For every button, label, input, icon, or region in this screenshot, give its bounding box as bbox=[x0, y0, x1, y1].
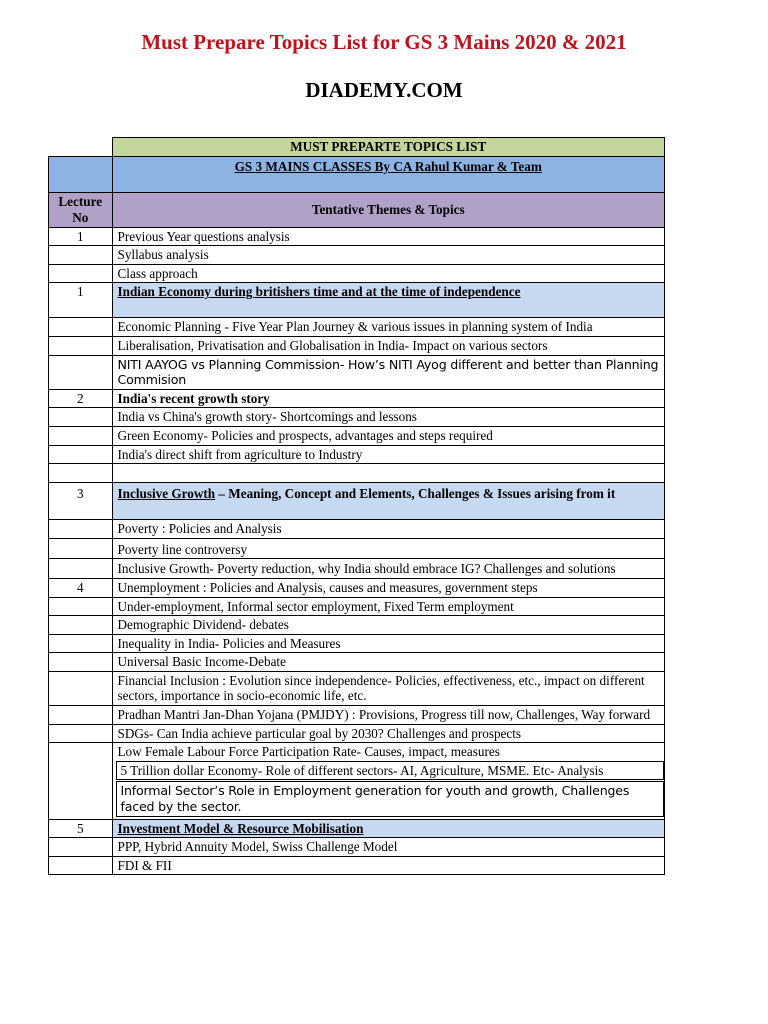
table-row bbox=[49, 445, 665, 464]
lecture-no bbox=[49, 246, 113, 265]
table-row bbox=[49, 246, 665, 265]
subtitle-cell: GS 3 MAINS CLASSES By CA Rahul Kumar & Team bbox=[112, 156, 665, 192]
section-row bbox=[49, 483, 665, 520]
topic-cell: Green Economy- Policies and prospects, advantages and steps required bbox=[112, 426, 665, 445]
topic-cell: Syllabus analysis bbox=[112, 246, 665, 265]
section-heading: Investment Model & Resource Mobilisation bbox=[112, 819, 665, 838]
table-row bbox=[49, 578, 665, 597]
topic-cell: Previous Year questions analysis bbox=[112, 227, 665, 246]
topic-text: NITI AAYOG vs Planning Commission- How’s NITI Ayog different and better than Planning Commision bbox=[117, 356, 659, 388]
lecture-no bbox=[49, 616, 113, 635]
lecture-no bbox=[49, 671, 113, 705]
table-row bbox=[49, 264, 665, 283]
lecture-no: 5 bbox=[49, 819, 113, 838]
table-row bbox=[49, 464, 665, 483]
lecture-no bbox=[49, 355, 113, 389]
table-row bbox=[49, 408, 665, 427]
table-row bbox=[49, 597, 665, 616]
table-row bbox=[49, 856, 665, 875]
site-name: DIADEMY.COM bbox=[305, 78, 463, 102]
table-row bbox=[49, 389, 665, 408]
lecture-no bbox=[49, 743, 113, 819]
lecture-no: 2 bbox=[49, 389, 113, 408]
topic-cell: India vs China's growth story- Shortcomings and lessons bbox=[112, 408, 665, 427]
lecture-no bbox=[49, 559, 113, 579]
table-row bbox=[49, 520, 665, 539]
lecture-no bbox=[49, 653, 113, 672]
table-row bbox=[49, 724, 665, 743]
table-row bbox=[49, 538, 665, 559]
subtitle-row bbox=[49, 156, 665, 192]
topic-cell: Under-employment, Informal sector employment, Fixed Term employment bbox=[112, 597, 665, 616]
topics-table bbox=[48, 137, 665, 875]
lecture-no bbox=[49, 408, 113, 427]
lecture-no bbox=[49, 597, 113, 616]
table-row bbox=[49, 318, 665, 337]
lecture-no: 1 bbox=[49, 283, 113, 318]
table-row bbox=[49, 706, 665, 725]
topic-cell: India's direct shift from agriculture to Industry bbox=[112, 445, 665, 464]
topic-cell: SDGs- Can India achieve particular goal by 2030? Challenges and prospects bbox=[112, 724, 665, 743]
nested-topic-box: 5 Trillion dollar Economy- Role of different sectors- AI, Agriculture, MSME. Etc- Analysis bbox=[116, 761, 665, 781]
topic-cell: FDI & FII bbox=[112, 856, 665, 875]
lecture-no bbox=[49, 838, 113, 857]
topic-cell bbox=[112, 355, 665, 389]
column-header-row bbox=[49, 192, 665, 227]
topic-cell: Unemployment : Policies and Analysis, causes and measures, government steps bbox=[112, 578, 665, 597]
topic-cell: India's recent growth story bbox=[112, 389, 665, 408]
table-row bbox=[49, 671, 665, 705]
topic-cell: Poverty line controversy bbox=[112, 538, 665, 559]
table-row bbox=[49, 653, 665, 672]
table-row bbox=[49, 355, 665, 389]
nested-topic-box: Informal Sector’s Role in Employment generation for youth and growth, Challenges faced by the sector. bbox=[116, 781, 665, 816]
section-row bbox=[49, 819, 665, 838]
banner-cell: MUST PREPARTE TOPICS LIST bbox=[112, 138, 665, 157]
lecture-no: 4 bbox=[49, 578, 113, 597]
lecture-no bbox=[49, 426, 113, 445]
table-row bbox=[49, 743, 665, 819]
subtitle-blank-cell bbox=[49, 156, 113, 192]
lecture-no: 3 bbox=[49, 483, 113, 520]
table-row bbox=[49, 227, 665, 246]
topic-cell bbox=[112, 743, 665, 819]
topic-cell: Economic Planning - Five Year Plan Journey & various issues in planning system of India bbox=[112, 318, 665, 337]
column-header-lecture-no: Lecture No bbox=[49, 192, 113, 227]
topic-cell: Universal Basic Income-Debate bbox=[112, 653, 665, 672]
table-row bbox=[49, 426, 665, 445]
topic-cell: Class approach bbox=[112, 264, 665, 283]
section-heading bbox=[112, 483, 665, 520]
topic-cell: Financial Inclusion : Evolution since independence- Policies, effectiveness, etc., impact on different sectors, importance in socio-economic life, etc. bbox=[112, 671, 665, 705]
lecture-no bbox=[49, 706, 113, 725]
section-heading: Indian Economy during britishers time and at the time of independence bbox=[112, 283, 665, 318]
lecture-no bbox=[49, 464, 113, 483]
topic-text: Low Female Labour Force Participation Rate- Causes, impact, measures bbox=[117, 744, 500, 760]
banner-row bbox=[49, 138, 665, 157]
topic-cell: Inequality in India- Policies and Measures bbox=[112, 634, 665, 653]
table-row bbox=[49, 559, 665, 579]
lecture-no bbox=[49, 520, 113, 539]
document-title: Must Prepare Topics List for GS 3 Mains 2020 & 2021 bbox=[141, 30, 627, 54]
lecture-no bbox=[49, 318, 113, 337]
lecture-no bbox=[49, 336, 113, 355]
banner-blank-cell bbox=[49, 138, 113, 157]
section-heading-rest: – Meaning, Concept and Elements, Challenges & Issues arising from it bbox=[215, 486, 616, 502]
column-header-topics: Tentative Themes & Topics bbox=[112, 192, 665, 227]
lecture-no: 1 bbox=[49, 227, 113, 246]
lecture-no bbox=[49, 445, 113, 464]
lecture-no bbox=[49, 264, 113, 283]
topic-cell: Demographic Dividend- debates bbox=[112, 616, 665, 635]
topic-cell: PPP, Hybrid Annuity Model, Swiss Challenge Model bbox=[112, 838, 665, 857]
section-row bbox=[49, 283, 665, 318]
table-row bbox=[49, 616, 665, 635]
lecture-no bbox=[49, 634, 113, 653]
section-heading-underlined: Inclusive Growth bbox=[117, 486, 216, 502]
table-row bbox=[49, 838, 665, 857]
topic-cell: Liberalisation, Privatisation and Globalisation in India- Impact on various sectors bbox=[112, 336, 665, 355]
lecture-no bbox=[49, 856, 113, 875]
topic-cell bbox=[112, 464, 665, 483]
topic-cell: Poverty : Policies and Analysis bbox=[112, 520, 665, 539]
lecture-no bbox=[49, 538, 113, 559]
table-row bbox=[49, 634, 665, 653]
topic-cell: Pradhan Mantri Jan-Dhan Yojana (PMJDY) : Provisions, Progress till now, Challenges, Way forward bbox=[112, 706, 665, 725]
table-row bbox=[49, 336, 665, 355]
topic-cell: Inclusive Growth- Poverty reduction, why India should embrace IG? Challenges and solutions bbox=[112, 559, 665, 579]
lecture-no bbox=[49, 724, 113, 743]
